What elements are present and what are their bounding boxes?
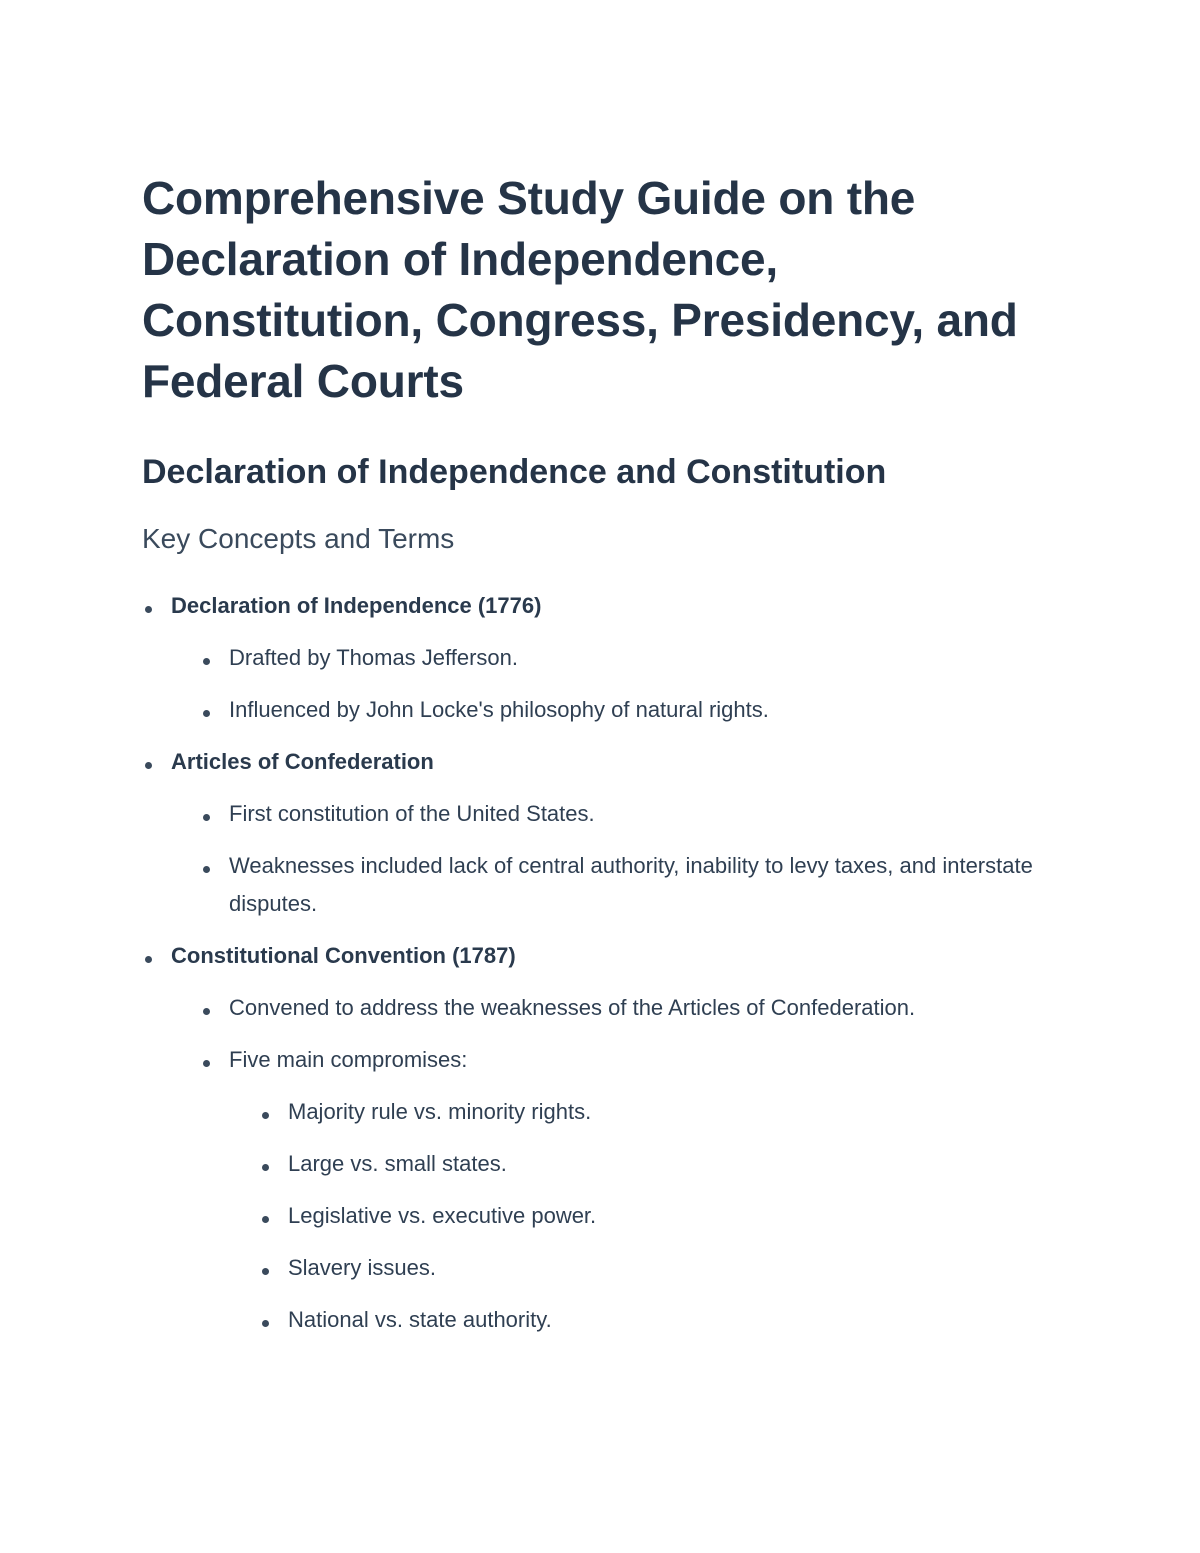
subpoint-text: National vs. state authority.	[288, 1307, 552, 1332]
point-item	[200, 677, 1062, 729]
point-item	[200, 625, 1062, 677]
topic-label: Declaration of Independence (1776)	[171, 593, 542, 618]
bullet-icon	[203, 1008, 210, 1015]
bullet-icon	[262, 1112, 269, 1119]
bullet-icon	[145, 956, 152, 963]
point-text: Drafted by Thomas Jefferson.	[229, 645, 518, 670]
point-text: Weaknesses included lack of central authority, inability to levy taxes, and interstate disputes.	[229, 853, 1033, 916]
subpoint-item	[259, 1079, 1062, 1131]
bullet-icon	[203, 710, 210, 717]
point-item	[200, 781, 1062, 833]
point-item	[200, 833, 1062, 923]
topic-item	[142, 729, 1062, 923]
subsection-heading: Key Concepts and Terms	[142, 523, 455, 554]
bullet-icon	[145, 762, 152, 769]
subpoint-item	[259, 1131, 1062, 1183]
bullet-icon	[203, 658, 210, 665]
subpoint-list	[229, 1079, 1062, 1339]
document-title: Comprehensive Study Guide on the Declaration of Independence, Constitution, Congress, Presidency, and Federal Courts	[142, 172, 1018, 407]
bullet-icon	[203, 814, 210, 821]
point-item	[200, 1027, 1062, 1339]
bullet-icon	[262, 1216, 269, 1223]
topic-list	[142, 573, 1062, 1339]
document-page	[142, 168, 1062, 1339]
point-text: Influenced by John Locke's philosophy of natural rights.	[229, 697, 769, 722]
subpoint-item	[259, 1287, 1062, 1339]
point-item	[200, 975, 1062, 1027]
point-text: Convened to address the weaknesses of the Articles of Confederation.	[229, 995, 916, 1020]
subpoint-text: Large vs. small states.	[288, 1151, 507, 1176]
subpoint-text: Legislative vs. executive power.	[288, 1203, 597, 1228]
topic-item	[142, 923, 1062, 1339]
subpoint-item	[259, 1235, 1062, 1287]
point-list	[171, 625, 1062, 729]
section-heading: Declaration of Independence and Constitution	[142, 453, 887, 491]
point-text: First constitution of the United States.	[229, 801, 595, 826]
bullet-icon	[262, 1320, 269, 1327]
point-list	[171, 975, 1062, 1339]
subpoint-text: Slavery issues.	[288, 1255, 436, 1280]
bullet-icon	[262, 1268, 269, 1275]
bullet-icon	[203, 866, 210, 873]
topic-label: Constitutional Convention (1787)	[171, 943, 516, 968]
topic-label: Articles of Confederation	[171, 749, 434, 774]
topic-item	[142, 573, 1062, 729]
point-list	[171, 781, 1062, 923]
bullet-icon	[262, 1164, 269, 1171]
bullet-icon	[145, 606, 152, 613]
bullet-icon	[203, 1060, 210, 1067]
subpoint-text: Majority rule vs. minority rights.	[288, 1099, 592, 1124]
point-text: Five main compromises:	[229, 1047, 468, 1072]
subpoint-item	[259, 1183, 1062, 1235]
